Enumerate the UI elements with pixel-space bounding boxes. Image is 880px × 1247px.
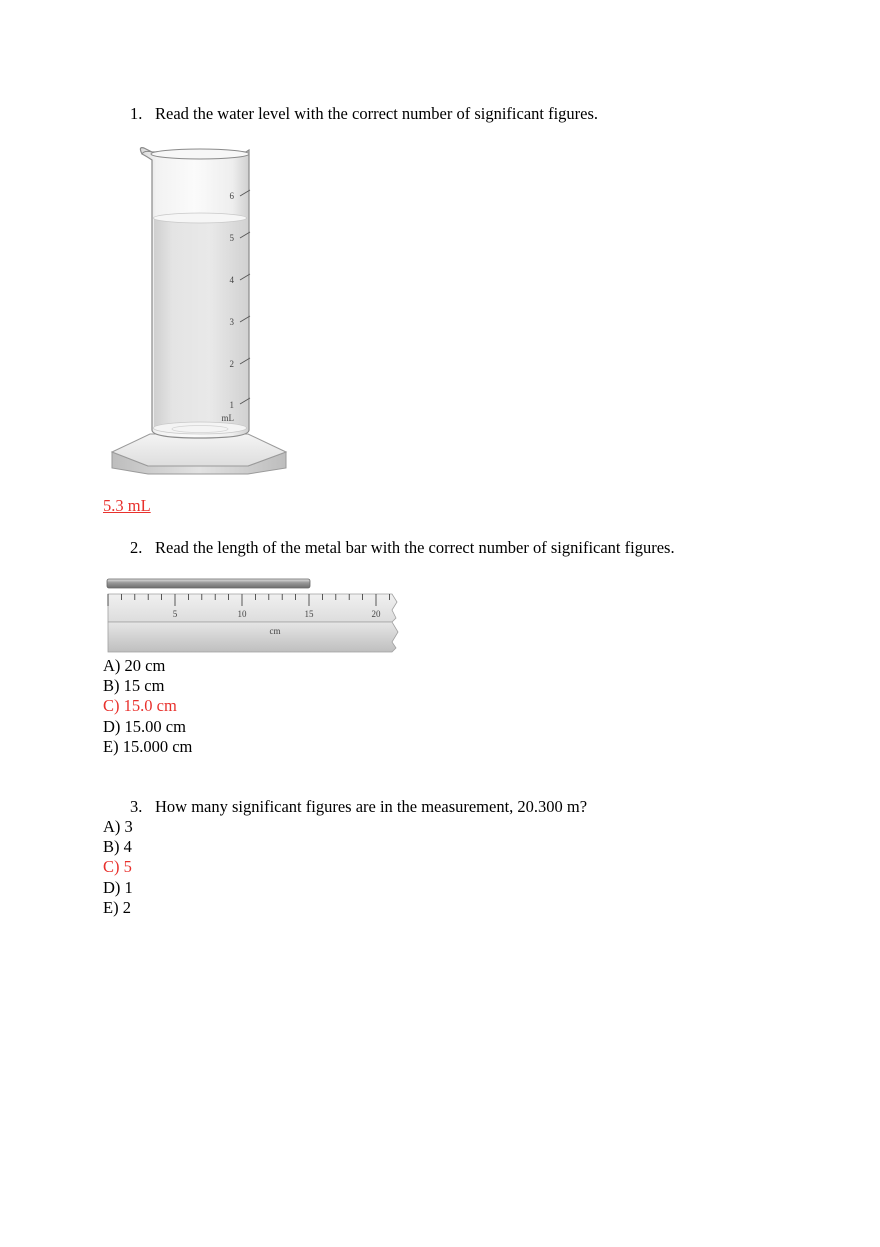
ruler-drawing bbox=[104, 576, 404, 656]
question-2-option-c[interactable]: C) 15.0 cm bbox=[103, 696, 177, 716]
cylinder-base bbox=[112, 434, 286, 474]
question-3 bbox=[130, 797, 587, 817]
question-2-option-a[interactable]: A) 20 cm bbox=[103, 656, 166, 675]
question-2-option-b[interactable]: B) 15 cm bbox=[103, 676, 165, 696]
question-2-option-e[interactable]: E) 15.000 cm bbox=[103, 736, 193, 756]
question-3-options bbox=[103, 817, 133, 918]
question-2 bbox=[130, 538, 675, 558]
ruler-label-20: 20 bbox=[371, 609, 381, 619]
question-2-number: 2. bbox=[130, 538, 143, 557]
ruler-label-15: 15 bbox=[304, 609, 314, 619]
cylinder-unit-label: mL bbox=[221, 413, 234, 423]
question-3-option-b[interactable]: B) 4 bbox=[103, 837, 132, 857]
cylinder-label-1: 1 bbox=[229, 400, 234, 410]
question-1-number: 1. bbox=[130, 104, 143, 123]
question-3-option-d[interactable]: D) 1 bbox=[103, 877, 133, 897]
question-3-option-c[interactable]: C) 5 bbox=[103, 857, 132, 877]
question-2-options bbox=[103, 656, 192, 757]
ruler-unit-label: cm bbox=[269, 626, 281, 636]
question-3-text: How many significant figures are in the measurement, 20.300 m? bbox=[155, 797, 588, 816]
question-3-option-a[interactable]: A) 3 bbox=[103, 817, 133, 836]
question-3-number: 3. bbox=[130, 797, 143, 816]
cylinder-label-3: 3 bbox=[229, 317, 234, 327]
cylinder-label-4: 4 bbox=[229, 275, 234, 285]
metal-bar bbox=[107, 579, 310, 588]
question-2-option-d[interactable]: D) 15.00 cm bbox=[103, 716, 186, 736]
cylinder-label-5: 5 bbox=[229, 233, 234, 243]
ruler-figure bbox=[104, 576, 404, 656]
question-1-text: Read the water level with the correct number of significant figures. bbox=[155, 104, 599, 123]
question-3-option-e[interactable]: E) 2 bbox=[103, 897, 131, 917]
question-1-answer: 5.3 mL bbox=[103, 496, 151, 515]
ruler-label-5: 5 bbox=[172, 609, 178, 619]
cylinder-label-6: 6 bbox=[229, 191, 234, 201]
question-1 bbox=[130, 104, 598, 124]
cylinder-label-2: 2 bbox=[229, 359, 234, 369]
ruler-label-10: 10 bbox=[237, 609, 247, 619]
question-2-text: Read the length of the metal bar with the correct number of significant figures. bbox=[155, 538, 675, 557]
graduated-cylinder-figure bbox=[108, 142, 292, 478]
graduated-cylinder-drawing bbox=[108, 142, 292, 478]
ruler-body bbox=[108, 594, 398, 652]
